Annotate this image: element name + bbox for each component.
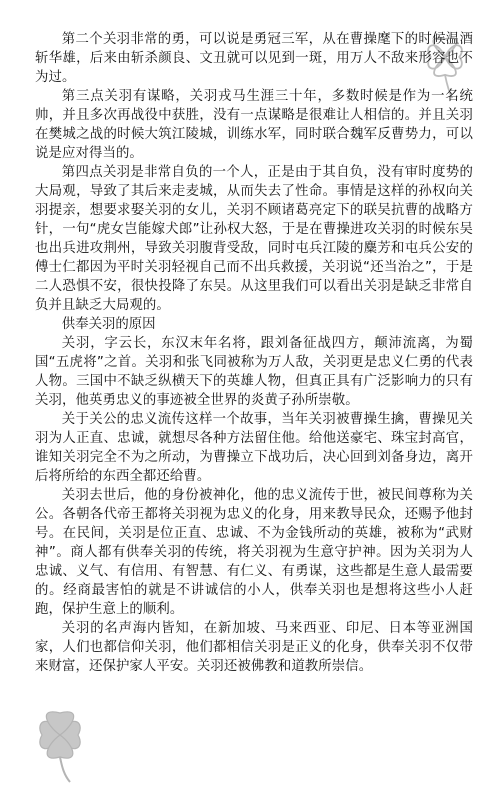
paragraph-loyalty-story: 关于关公的忠义流传这样一个故事，当年关羽被曹操生擒，曹操见关羽为人正直、忠诚，就想尽各种方法留住他。给他送豪宅、珠宝封高官，谁知关羽完全不为之所动，为曹操立下战功后，决心回到刘备身边，离开后将所给的东西全都还给曹。: [35, 412, 473, 484]
article-body: [35, 30, 473, 676]
paragraph-arrogance: 第四点关羽是非常自负的一个人，正是由于其自负，没有审时度势的大局观，导致了其后来走麦城，从而失去了性命。事情是这样的孙权向关羽提亲，想要求娶关羽的女儿，关羽不顾诸葛亮定下的联吴抗曹的战略方针，一句“虎女岂能嫁犬郎”让孙权大怒，于是在曹操进攻关羽的时候东吴也出兵进攻荆州，导致关羽腹背受敌，同时屯兵江陵的麋芳和屯兵公安的傅士仁都因为平时关羽轻视自己而不出兵救援，关羽说“还当治之”，于是二人恐惧不安，很快投降了东吴。从这里我们可以看出关羽是缺乏非常自负并且缺乏大局观的。: [35, 165, 473, 313]
section-heading: 供奉关羽的原因: [61, 317, 156, 332]
paragraph-deification: 关羽去世后，他的身份被神化，他的忠义流传于世，被民间尊称为关公。各朝各代帝王都将关羽视为忠义的化身，用来教导民众，还赐予他封号。在民间，关羽是位正直、忠诚、不为金钱所动的英雄，被称为“武财神”。商人都有供奉关羽的传统，将关羽视为生意守护神。因为关羽为人忠诚、义气、有信用、有智慧、有仁义、有勇谋，这些都是生意人最需要的。经商最害怕的就是不讲诚信的小人，供奉关羽也是想将这些小人赶跑，保护生意上的顺利。: [35, 488, 473, 617]
paragraph-worldwide-fame: 关羽的名声海内皆知，在新加坡、马来西亚、印尼、日本等亚洲国家，人们也都信仰关羽，他们都相信关羽是正义的化身，供奉关羽不仅带来财富，还保护家人平安。关羽还被佛教和道教所崇信。: [35, 621, 473, 674]
paragraph-bravery: 第二个关羽非常的勇，可以说是勇冠三军，从在曹操麾下的时候温酒斩华雄，后来由斩杀颜良、文丑就可以见到一斑，用万人不敌来形容也不为过。: [35, 32, 473, 85]
four-leaf-clover-icon: [30, 705, 90, 783]
paragraph-biography: 关羽，字云长，东汉末年名将，跟刘备征战四方，颠沛流离，为蜀国“五虎将”之首。关羽和张飞同被称为万人敌，关羽更是忠义仁勇的代表人物。三国中不缺乏纵横天下的英雄人物，但真正具有广泛影响力的只有关羽，他英勇忠义的事迹被全世界的炎黄子孙所崇敬。: [35, 336, 473, 408]
paragraph-strategy: 第三点关羽有谋略，关羽戎马生涯三十年，多数时候是作为一名统帅，并且多次再战役中获胜，没有一点谋略是很难让人相信的。并且关羽在樊城之战的时候大筑江陵城，训练水军，同时联合魏军反曹势力，可以说是应对得当的。: [35, 89, 473, 161]
